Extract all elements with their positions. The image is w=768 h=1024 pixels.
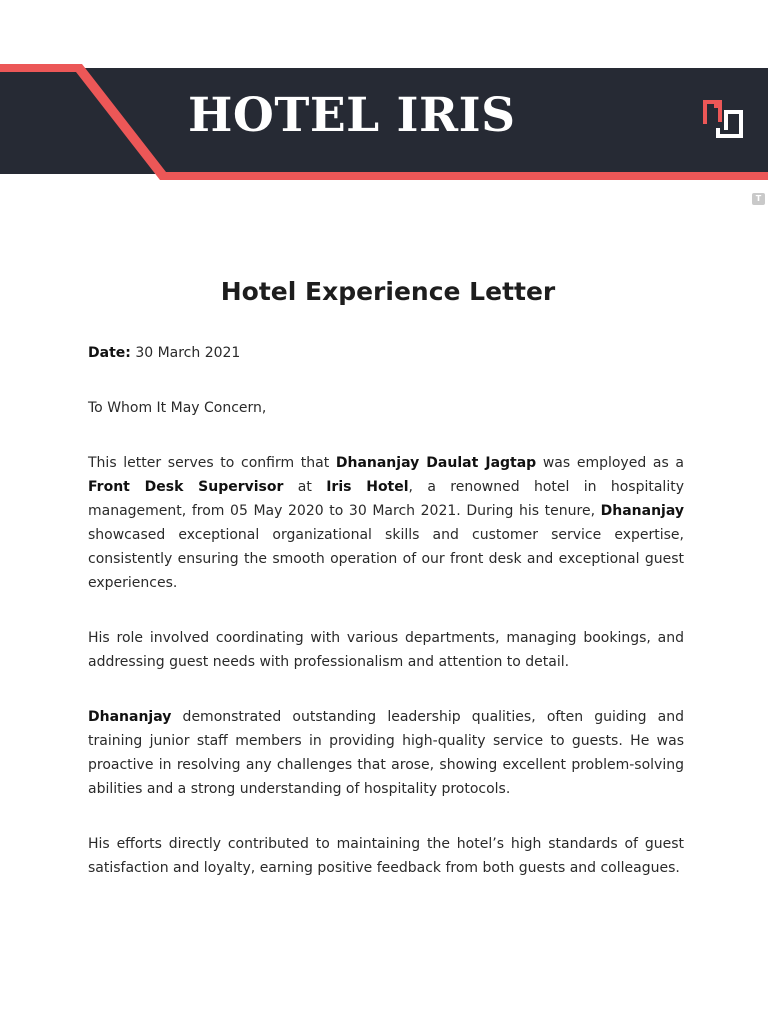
paragraph-employment — [88, 451, 684, 595]
salutation: To Whom It May Concern, — [88, 400, 267, 416]
hotel-name: HOTEL IRIS — [188, 88, 516, 143]
employee-full-name: Dhananjay Daulat Jagtap — [335, 455, 537, 471]
job-position: Front Desk Supervisor — [88, 479, 284, 495]
date-label: Date: — [88, 345, 131, 361]
letterhead-header — [0, 0, 768, 190]
template-badge-icon: T — [752, 193, 765, 205]
letter-body — [88, 341, 684, 880]
p3-text: demonstrated outstanding leadership qualities, often guiding and training junior staff members in providing high-quality service to guests. He was proactive in resolving any challenges that arose, showing excellent problem-solving abilities and a strong understanding of hospitality protocols. — [88, 709, 684, 797]
date-line — [88, 341, 684, 365]
bracket-logo-icon — [700, 98, 746, 140]
paragraph-leadership — [88, 705, 684, 801]
employee-short-name: Dhananjay — [88, 709, 172, 725]
p1-text-5: showcased exceptional organizational skills and customer service expertise, consistently ensuring the smooth operation of our front desk and exceptional guest experiences. — [88, 527, 684, 591]
hotel-reference: Iris Hotel — [326, 479, 409, 495]
document-title: Hotel Experience Letter — [220, 277, 556, 306]
paragraph-role: His role involved coordinating with various departments, managing bookings, and addressing guest needs with professionalism and attention to detail. — [88, 630, 684, 670]
paragraph-contribution: His efforts directly contributed to maintaining the hotel’s high standards of guest satisfaction and loyalty, earning positive feedback from both guests and colleagues. — [88, 836, 684, 876]
p1-text-4: , a renowned hotel in hospitality management, from 05 May 2020 to 30 March 2021. During his tenure, — [88, 479, 684, 519]
p1-text-3: at — [283, 479, 327, 495]
p1-text-1: This letter serves to confirm that — [88, 455, 336, 471]
employee-short-name: Dhananjay — [600, 503, 684, 519]
p1-text-2: was employed as a — [536, 455, 684, 471]
date-value: 30 March 2021 — [135, 345, 241, 361]
